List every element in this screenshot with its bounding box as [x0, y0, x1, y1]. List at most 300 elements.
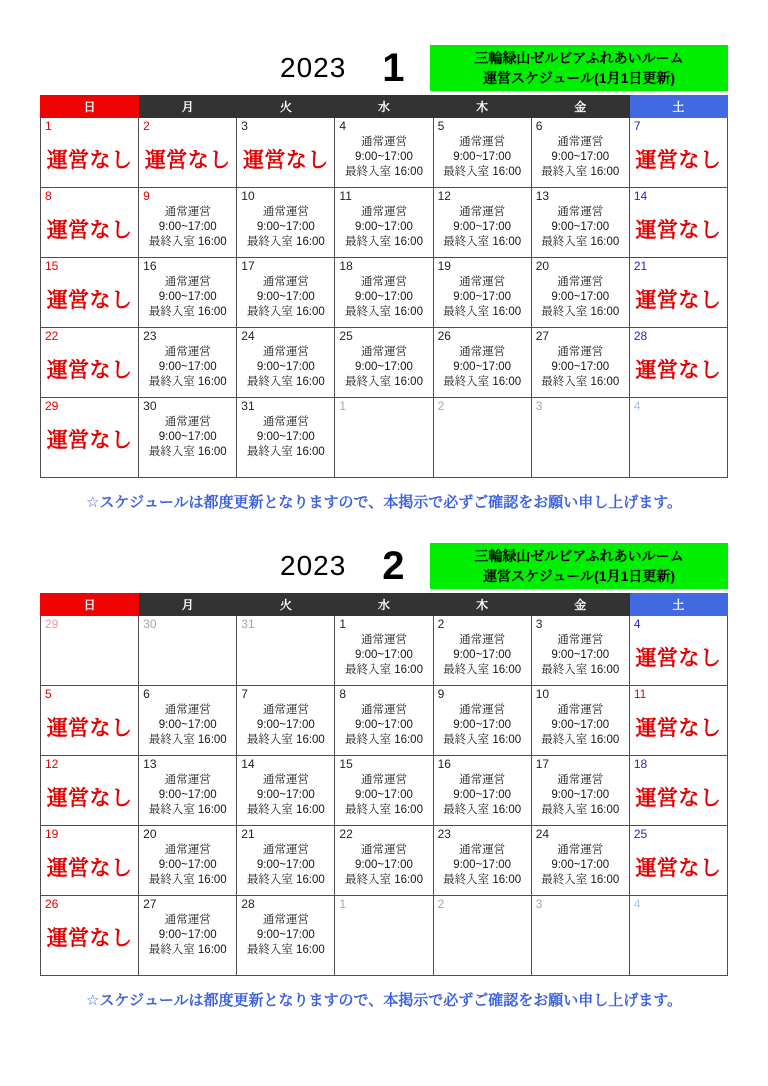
schedule-line: 最終入室 16:00 [148, 376, 227, 388]
schedule-text [139, 275, 236, 320]
closed-label: 運営なし [635, 787, 722, 810]
month-title-row [40, 0, 728, 92]
month-title-row [40, 512, 728, 590]
calendar-day-cell [629, 616, 727, 686]
calendar-day-cell [335, 188, 433, 258]
schedule-line: 通常運営 [557, 346, 604, 358]
schedule-text [139, 415, 236, 460]
calendar-day-cell [335, 616, 433, 686]
calendar-day-cell [629, 896, 727, 976]
schedule-line: 通常運営 [557, 844, 604, 856]
schedule-text [532, 703, 629, 748]
schedule-line: 9:00~17:00 [453, 649, 512, 661]
calendar-day-cell [531, 118, 629, 188]
calendar-day-cell [139, 616, 237, 686]
schedule-text [434, 703, 531, 748]
calendar-day-cell [531, 616, 629, 686]
calendar-day-cell [335, 118, 433, 188]
calendar-week-row [41, 616, 728, 686]
calendar-day-cell [41, 398, 139, 478]
year-label: 2023 [280, 550, 347, 581]
schedule-line: 最終入室 16:00 [541, 236, 620, 248]
schedule-line: 通常運営 [360, 634, 407, 646]
schedule-line: 最終入室 16:00 [148, 944, 227, 956]
day-number: 9 [143, 189, 150, 203]
day-number: 3 [535, 399, 543, 413]
schedule-line: 9:00~17:00 [355, 719, 413, 731]
schedule-line: 最終入室 16:00 [345, 236, 423, 248]
closed-label: 運営なし [46, 787, 133, 810]
calendar-day-cell [41, 826, 139, 896]
calendar-week-row [41, 328, 728, 398]
calendar-day-cell [433, 118, 531, 188]
calendar-day-cell [531, 686, 629, 756]
weekday-header-row [41, 96, 728, 118]
day-number: 26 [437, 329, 451, 343]
schedule-line: 通常運営 [459, 276, 506, 288]
schedule-line: 最終入室 16:00 [541, 734, 620, 746]
schedule-line: 通常運営 [459, 844, 506, 856]
day-number: 20 [143, 827, 157, 841]
day-number: 22 [45, 329, 59, 343]
weekday-header-cell: 木 [433, 594, 531, 616]
schedule-line: 9:00~17:00 [551, 361, 610, 373]
schedule-line: 最終入室 16:00 [246, 446, 325, 458]
schedule-text [237, 345, 334, 390]
day-number: 11 [339, 189, 352, 203]
schedule-line: 通常運営 [262, 774, 309, 786]
facility-name: 三輪緑山ゼルビアふれあいルーム [474, 50, 684, 66]
closed-label: 運営なし [46, 717, 133, 740]
day-number: 15 [339, 757, 353, 771]
weekday-header-cell: 土 [629, 96, 727, 118]
schedule-line: 9:00~17:00 [158, 859, 217, 871]
schedule-line: 9:00~17:00 [158, 431, 217, 443]
day-number: 30 [143, 617, 157, 631]
schedule-text [237, 275, 334, 320]
closed-label: 運営なし [46, 857, 133, 880]
day-number: 14 [633, 189, 648, 203]
schedule-line: 最終入室 16:00 [443, 664, 522, 676]
calendar-day-cell [237, 826, 335, 896]
calendar-day-cell [433, 756, 531, 826]
day-number: 30 [143, 399, 157, 413]
calendar-day-cell [41, 616, 139, 686]
schedule-line: 最終入室 16:00 [443, 376, 522, 388]
schedule-line: 最終入室 16:00 [345, 166, 423, 178]
schedule-line: 最終入室 16:00 [345, 664, 423, 676]
schedule-line: 9:00~17:00 [551, 151, 610, 163]
calendar-day-cell [237, 686, 335, 756]
day-number: 31 [241, 617, 255, 631]
calendar-day-cell [41, 258, 139, 328]
schedule-line: 通常運営 [164, 914, 211, 926]
day-number: 9 [437, 687, 445, 701]
schedule-text [139, 773, 236, 818]
schedule-line: 最終入室 16:00 [443, 874, 522, 886]
calendar-day-cell [629, 118, 727, 188]
schedule-line: 最終入室 16:00 [246, 236, 325, 248]
calendar-day-cell [139, 258, 237, 328]
day-number: 4 [633, 897, 641, 911]
schedule-line: 最終入室 16:00 [541, 306, 620, 318]
day-number: 12 [45, 757, 59, 771]
weekday-header-cell: 木 [433, 96, 531, 118]
schedule-line: 最終入室 16:00 [148, 236, 227, 248]
schedule-line: 通常運営 [557, 774, 604, 786]
schedule-text [335, 843, 432, 888]
schedule-line: 9:00~17:00 [256, 221, 315, 233]
schedule-line: 通常運営 [262, 346, 309, 358]
schedule-text [532, 135, 629, 180]
schedule-line: 9:00~17:00 [453, 291, 512, 303]
calendar-week-row [41, 188, 728, 258]
schedule-line: 9:00~17:00 [355, 291, 413, 303]
schedule-line: 最終入室 16:00 [345, 734, 423, 746]
day-number: 2 [143, 119, 150, 133]
calendar-day-cell [237, 616, 335, 686]
schedule-text [335, 703, 432, 748]
day-number: 10 [241, 189, 255, 203]
schedule-line: 最終入室 16:00 [443, 734, 522, 746]
schedule-line: 通常運営 [262, 206, 309, 218]
schedule-line: 通常運営 [360, 346, 407, 358]
closed-label: 運営なし [635, 359, 722, 382]
weekday-header-cell: 火 [237, 594, 335, 616]
weekday-header-cell: 土 [629, 594, 727, 616]
schedule-update-label: 運営スケジュール(1月1日更新) [482, 568, 676, 584]
day-number: 1 [339, 617, 347, 631]
schedule-text [335, 135, 432, 180]
schedule-line: 最終入室 16:00 [148, 446, 227, 458]
calendar-week-row [41, 258, 728, 328]
weekday-header-cell: 月 [139, 96, 237, 118]
day-number: 24 [535, 827, 550, 841]
schedule-line: 9:00~17:00 [551, 789, 610, 801]
closed-label: 運営なし [635, 717, 722, 740]
schedule-line: 9:00~17:00 [256, 859, 315, 871]
calendar-day-cell [41, 686, 139, 756]
weekday-header-cell: 金 [531, 96, 629, 118]
schedule-text [237, 415, 334, 460]
calendar-day-cell [335, 686, 433, 756]
schedule-line: 通常運営 [164, 704, 211, 716]
schedule-line: 最終入室 16:00 [246, 944, 325, 956]
day-number: 2 [437, 617, 445, 631]
schedule-line: 通常運営 [557, 704, 604, 716]
closed-label: 運営なし [635, 289, 722, 312]
day-number: 7 [241, 687, 248, 701]
day-number: 14 [241, 757, 255, 771]
day-number: 8 [339, 687, 347, 701]
schedule-line: 通常運営 [459, 206, 506, 218]
schedule-line: 通常運営 [360, 844, 407, 856]
schedule-line: 通常運営 [360, 774, 407, 786]
schedule-text [237, 205, 334, 250]
schedule-line: 9:00~17:00 [158, 291, 217, 303]
calendar-day-cell [139, 826, 237, 896]
year-label: 2023 [280, 52, 347, 83]
calendar-day-cell [531, 756, 629, 826]
calendar-day-cell [237, 118, 335, 188]
day-number: 18 [633, 757, 648, 771]
schedule-line: 最終入室 16:00 [148, 734, 227, 746]
schedule-line: 通常運営 [262, 704, 309, 716]
schedule-line: 通常運営 [262, 914, 309, 926]
schedule-line: 最終入室 16:00 [148, 804, 227, 816]
schedule-line: 9:00~17:00 [256, 789, 315, 801]
schedule-line: 9:00~17:00 [355, 649, 413, 661]
calendar-day-cell [433, 258, 531, 328]
day-number: 25 [339, 329, 353, 343]
schedule-line: 通常運営 [262, 844, 309, 856]
facility-banner [430, 543, 728, 589]
schedule-line: 9:00~17:00 [453, 719, 512, 731]
schedule-line: 9:00~17:00 [355, 361, 413, 373]
weekday-header-cell: 日 [41, 96, 139, 118]
update-notice: ☆スケジュールは都度更新となりますので、本掲示で必ずご確認をお願い申し上げます。 [85, 992, 683, 1009]
month-number: 1 [382, 45, 405, 90]
calendar-day-cell [139, 896, 237, 976]
schedule-line: 9:00~17:00 [453, 789, 512, 801]
day-number: 4 [633, 399, 641, 413]
closed-label: 運営なし [635, 857, 722, 880]
calendar-day-cell [41, 896, 139, 976]
schedule-line: 最終入室 16:00 [345, 376, 423, 388]
day-number: 16 [437, 757, 451, 771]
schedule-line: 最終入室 16:00 [541, 874, 620, 886]
calendar-day-cell [531, 896, 629, 976]
schedule-line: 最終入室 16:00 [246, 874, 325, 886]
weekday-header-cell: 金 [531, 594, 629, 616]
calendar-day-cell [237, 258, 335, 328]
schedule-text [532, 345, 629, 390]
schedule-text [335, 345, 432, 390]
schedule-text [139, 205, 236, 250]
day-number: 18 [339, 259, 353, 273]
closed-label: 運営なし [46, 927, 133, 950]
calendar-day-cell [433, 328, 531, 398]
day-number: 8 [45, 189, 52, 203]
facility-name: 三輪緑山ゼルビアふれあいルーム [474, 548, 684, 564]
calendar-day-cell [335, 258, 433, 328]
calendar-day-cell [629, 756, 727, 826]
schedule-line: 最終入室 16:00 [246, 306, 325, 318]
schedule-line: 通常運営 [459, 136, 506, 148]
day-number: 22 [339, 827, 353, 841]
day-number: 5 [437, 119, 445, 133]
schedule-text [139, 843, 236, 888]
day-number: 17 [535, 757, 550, 771]
schedule-line: 9:00~17:00 [551, 221, 610, 233]
calendar-day-cell [629, 686, 727, 756]
day-number: 31 [241, 399, 255, 413]
day-number: 3 [535, 897, 543, 911]
closed-label: 運営なし [144, 149, 231, 172]
day-number: 27 [143, 897, 157, 911]
weekday-header-cell: 火 [237, 96, 335, 118]
schedule-line: 9:00~17:00 [158, 221, 217, 233]
calendar-day-cell [433, 616, 531, 686]
schedule-line: 通常運営 [459, 634, 506, 646]
schedule-text [335, 633, 432, 678]
closed-label: 運営なし [46, 359, 133, 382]
schedule-line: 最終入室 16:00 [148, 306, 227, 318]
schedule-line: 最終入室 16:00 [443, 236, 522, 248]
day-number: 27 [535, 329, 550, 343]
schedule-line: 9:00~17:00 [453, 151, 512, 163]
day-number: 13 [143, 757, 157, 771]
calendar-day-cell [139, 118, 237, 188]
schedule-line: 通常運営 [360, 704, 407, 716]
closed-label: 運営なし [46, 289, 133, 312]
calendar-day-cell [237, 188, 335, 258]
schedule-text [335, 773, 432, 818]
schedule-line: 最終入室 16:00 [443, 804, 522, 816]
schedule-line: 9:00~17:00 [453, 859, 512, 871]
weekday-header-cell: 日 [41, 594, 139, 616]
day-number: 17 [241, 259, 255, 273]
calendar-day-cell [629, 188, 727, 258]
calendar-day-cell [629, 328, 727, 398]
schedule-line: 最終入室 16:00 [246, 376, 325, 388]
calendar-day-cell [531, 188, 629, 258]
weekday-header-cell: 月 [139, 594, 237, 616]
closed-label: 運営なし [635, 149, 722, 172]
calendar-day-cell [237, 896, 335, 976]
schedule-line: 通常運営 [459, 704, 506, 716]
day-number: 2 [437, 399, 445, 413]
day-number: 15 [45, 259, 59, 273]
schedule-line: 最終入室 16:00 [345, 804, 423, 816]
calendar-day-cell [139, 398, 237, 478]
schedule-line: 9:00~17:00 [256, 929, 315, 941]
schedule-text [434, 275, 531, 320]
schedule-text [532, 275, 629, 320]
schedule-line: 最終入室 16:00 [246, 734, 325, 746]
schedule-line: 通常運営 [360, 276, 407, 288]
schedule-line: 最終入室 16:00 [541, 376, 620, 388]
schedule-line: 9:00~17:00 [453, 361, 512, 373]
schedule-line: 通常運営 [557, 634, 604, 646]
calendar-day-cell [237, 756, 335, 826]
facility-banner [430, 45, 728, 91]
calendar-day-cell [531, 826, 629, 896]
schedule-text [434, 843, 531, 888]
closed-label: 運営なし [46, 429, 133, 452]
calendar-week-row [41, 118, 728, 188]
calendar-day-cell [335, 398, 433, 478]
closed-label: 運営なし [635, 219, 722, 242]
schedule-line: 9:00~17:00 [355, 151, 413, 163]
schedule-line: 9:00~17:00 [158, 789, 217, 801]
calendar-day-cell [433, 826, 531, 896]
calendar-day-cell [237, 398, 335, 478]
schedule-text [434, 135, 531, 180]
schedule-text [532, 843, 629, 888]
schedule-line: 9:00~17:00 [355, 221, 413, 233]
schedule-line: 通常運営 [164, 774, 211, 786]
schedule-line: 通常運営 [262, 276, 309, 288]
closed-label: 運営なし [242, 149, 329, 172]
day-number: 19 [437, 259, 451, 273]
schedule-line: 9:00~17:00 [453, 221, 512, 233]
day-number: 5 [45, 687, 52, 701]
schedule-text [434, 633, 531, 678]
calendar-day-cell [335, 756, 433, 826]
calendar-day-cell [237, 328, 335, 398]
closed-label: 運営なし [46, 149, 133, 172]
calendar-day-cell [139, 686, 237, 756]
schedule-line: 最終入室 16:00 [345, 874, 423, 886]
schedule-text [335, 205, 432, 250]
day-number: 21 [241, 827, 255, 841]
calendar-day-cell [41, 188, 139, 258]
schedule-line: 9:00~17:00 [551, 719, 610, 731]
calendar-day-cell [335, 896, 433, 976]
day-number: 1 [45, 119, 52, 133]
month-section-january [40, 0, 728, 512]
schedule-text [237, 843, 334, 888]
schedule-text [335, 275, 432, 320]
month-section-february [40, 512, 728, 1010]
calendar-day-cell [335, 328, 433, 398]
schedule-line: 9:00~17:00 [551, 859, 610, 871]
schedule-line: 最終入室 16:00 [541, 166, 620, 178]
calendar-day-cell [433, 188, 531, 258]
calendar-day-cell [433, 896, 531, 976]
schedule-line: 通常運営 [164, 346, 211, 358]
weekday-header-row [41, 594, 728, 616]
day-number: 7 [633, 119, 641, 133]
update-notice: ☆スケジュールは都度更新となりますので、本掲示で必ずご確認をお願い申し上げます。 [85, 494, 683, 511]
day-number: 29 [45, 399, 59, 413]
day-number: 3 [535, 617, 543, 631]
schedule-line: 通常運営 [360, 136, 407, 148]
calendar-day-cell [433, 398, 531, 478]
schedule-line: 通常運営 [557, 276, 604, 288]
schedule-line: 最終入室 16:00 [443, 306, 522, 318]
schedule-line: 通常運営 [459, 346, 506, 358]
schedule-line: 通常運営 [360, 206, 407, 218]
schedule-text [434, 773, 531, 818]
schedule-line: 通常運営 [459, 774, 506, 786]
schedule-line: 通常運営 [164, 844, 211, 856]
day-number: 3 [241, 119, 248, 133]
schedule-text [237, 773, 334, 818]
schedule-text [532, 633, 629, 678]
schedule-line: 9:00~17:00 [256, 719, 315, 731]
schedule-line: 9:00~17:00 [551, 291, 610, 303]
day-number: 4 [633, 617, 641, 631]
day-number: 21 [633, 259, 648, 273]
day-number: 1 [339, 399, 347, 413]
schedule-line: 9:00~17:00 [158, 361, 217, 373]
schedule-text [237, 913, 334, 958]
day-number: 2 [437, 897, 445, 911]
schedule-line: 通常運営 [262, 416, 309, 428]
calendar-day-cell [41, 328, 139, 398]
weekday-header-cell: 水 [335, 594, 433, 616]
schedule-text [532, 773, 629, 818]
month-number: 2 [382, 543, 405, 588]
calendar-week-row [41, 826, 728, 896]
calendar-week-row [41, 398, 728, 478]
schedule-text [139, 913, 236, 958]
closed-label: 運営なし [46, 219, 133, 242]
day-number: 28 [241, 897, 255, 911]
day-number: 23 [143, 329, 157, 343]
